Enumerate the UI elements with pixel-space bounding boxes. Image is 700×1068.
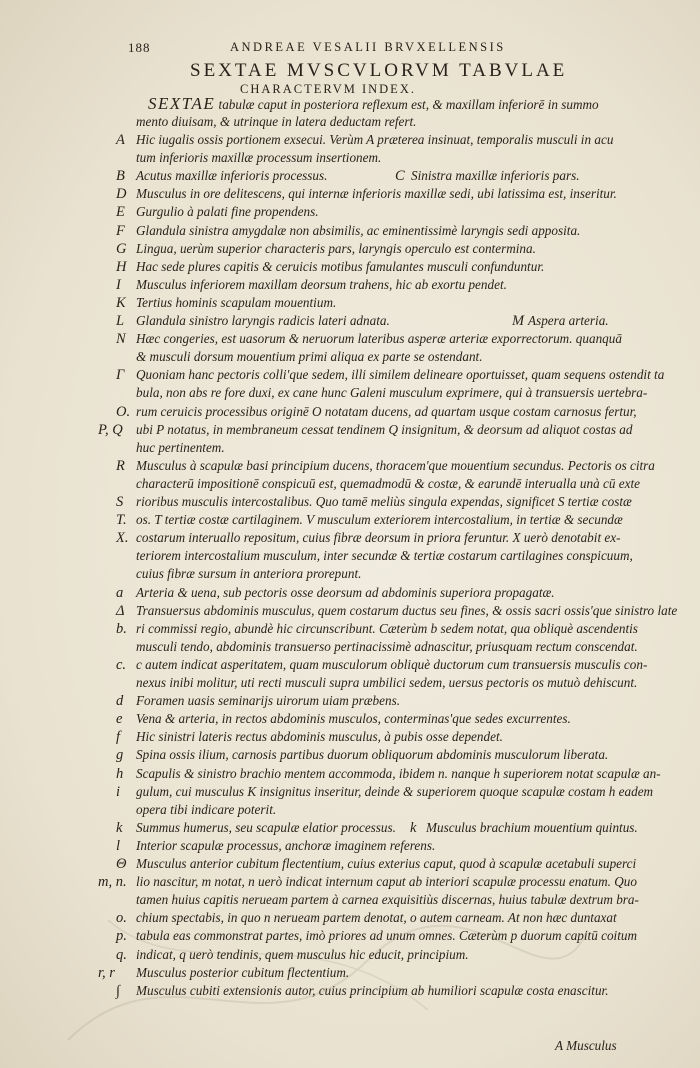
entry-text: gulum, cui musculus K insignitus inseritur, deinde & superiorem quoque scapulæ costam h eadem [136,783,654,799]
entry-text: Musculus in ore delitescens, qui internæ inferioris maxillæ sedi, ubi latissima est, inseritur. [136,186,617,202]
entry-text: Arteria & uena, sub pectoris osse deorsum ad abdominis superiora propagatæ. [136,584,555,600]
entry-mark: d [116,693,124,710]
entry-mark: c. [116,656,127,673]
entry-text: rioribus musculis intercostalibus. Quo tamē meliùs singula expendas, significet S tertiæ costæ [136,494,632,509]
entry-text: Musculus anterior cubitum flectentium, cuius exterius caput, quod à scapulæ acetabuli superci [136,856,637,871]
entry-mark: F [116,222,125,239]
entry-text: Hæc congeries, est uasorum & neruorum lateribus asperæ arteriæ exporrectorum. quanquā [136,331,622,347]
entry-mark: ∫ [116,982,120,999]
entry-text: Tertius hominis scapulam mouentium. [136,294,337,310]
entry-text: c autem indicat asperitatem, quam musculorum obliquè ductorum cum transuersis musculis con- [136,656,648,672]
entry-text: characterū impositionē conspicuū est, quemadmodū & costæ, & earundē interualla unà cū exte [136,475,640,491]
entry-mark: q. [116,946,127,963]
entry-mark: T. [116,512,127,529]
entry-text: Musculus inferiorem maxillam deorsum trahens, hic ab exortu pendet. [136,276,507,292]
entry-text-secondary: Musculus brachium mouentium quintus. [426,819,638,835]
entry-text: tamen huius capitis nerueam partem à carnea exquisitiùs discernas, huius tabulæ dextrum bra- [136,892,639,908]
entry-text: rum ceruicis processibus originē O notatam ducens, ad quartam usque costam carnosus fertur, [136,403,637,419]
entry-mark: X. [116,530,129,547]
entry-mark: D [116,186,127,203]
entry-text: Quoniam hanc pectoris colli'que sedem, illi similem delineare oportuisset, quam sequens ostendit ta [136,367,665,383]
entry-mark: A [116,132,125,148]
entry-text: Musculus cubiti extensionis autor, cuius principium ab humiliori scapulæ costa enascitur. [136,982,609,998]
entry-mark: H [116,258,127,275]
entry-mark-secondary: C [395,168,405,185]
entry-mark: l [116,837,121,854]
entry-text: tabula eas commonstrat partes, imò priores ad unum omnes. Cæterùm p duorum capitū coitum [136,928,637,944]
catchword: A Musculus [555,1038,617,1053]
entry-mark: K [116,294,126,311]
entry-text: lio nascitur, m notat, n uerò indicat internum caput ab interiori scapulæ processu enatum. Quo [136,874,637,890]
entry-text: Acutus maxillæ inferioris processus. [136,168,328,184]
entry-text: Hic sinistri lateris rectus abdominis musculus, à pubis osse dependet. [136,729,503,745]
entry-text: Summus humerus, seu scapulæ elatior processus. [136,819,396,835]
intro-text: tabulæ caput in posteriora reflexum est, & maxillam inferiorē in summo [218,97,599,112]
entry-mark: h [116,765,124,782]
entry-text: Gurgulio à palati fine propendens. [136,204,319,220]
entry-mark: k [116,819,123,836]
entry-text: nexus inibi molitur, uti recti musculi supra umbilici sedem, uersus pectoris os mutuò dehiscunt. [136,675,638,690]
entry-text: os. T tertiæ costæ cartilaginem. V musculum exteriorem intercostalium, in tertiæ & secundæ [136,512,623,528]
entry-text-secondary: Aspera arteria. [528,313,609,328]
entry-mark: Γ [116,367,125,384]
entry-mark: f [116,729,121,746]
entry-mark: I [116,276,121,293]
entry-mark: R [116,457,125,474]
entry-text: Glandula sinistro laryngis radicis lateri adnata. [136,313,390,328]
entry-mark: G [116,240,127,257]
entry-text: musculi tendo, abdominis transuerso pertinacissimè adnascitur, priusquam rectum conscendat. [136,638,638,654]
page-title: SEXTAE MVSCVLORVM TABVLAE [190,60,568,81]
entry-mark: P, Q [98,421,123,438]
entry-text: teriorem intercostalium musculum, inter secundæ & tertiæ costarum cartilagines conspicuum, [136,548,633,564]
running-head: ANDREAE VESALII BRVXELLENSIS [230,40,506,54]
entry-text: ubi P notatus, in membraneum cessat tendinem Q insignitum, & deorsum ad aliquot costas ad [136,421,633,437]
entry-mark: N [116,331,126,348]
entry-text: huc pertinentem. [136,439,225,455]
entry-mark: a [116,584,124,601]
intro-line-2: mento diuisam, & utrinque in latera deductam refert. [136,114,417,129]
entry-mark: S [116,494,124,510]
entry-mark: B [116,168,125,185]
entry-text: Vena & arteria, in rectos abdominis musculos, conterminas'que sedes excurrentes. [136,711,571,727]
entry-mark: g [116,747,124,764]
entry-text: Lingua, uerùm superior characteris pars, laryngis operculo est contermina. [136,240,536,256]
entry-text: Hic iugalis ossis portionem exsecui. Verùm A præterea insinuat, temporalis musculi in acu [136,132,614,147]
entry-text: Musculus à scapulæ basi principium ducens, thoracem'que mouentium secundus. Pectoris os citra [136,457,655,473]
entry-text: Interior scapulæ processus, anchoræ imaginem referens. [136,837,436,853]
entry-mark: p. [116,928,127,945]
entry-text: costarum interuallo repositum, cuius fibræ deorsum in priora feruntur. X uerò denotabit ex- [136,530,621,546]
entry-mark: O. [116,403,131,420]
page-subtitle: CHARACTERVM INDEX. [240,82,416,96]
entry-text: Foramen uasis seminarijs uirorum uiam præbens. [136,693,401,709]
entry-mark-secondary: k [410,819,417,836]
intro-line-1 [148,96,599,113]
entry-text: ri commissi regio, abundè hic circunscribunt. Cæterùm b sedem notat, qua obliquè ascendentis [136,620,638,636]
entry-text: Scapulis & sinistro brachio mentem accommoda, ibidem n. nanque h superiorem notat scapulæ an- [136,765,661,781]
entry-text: chium spectabis, in quo n nerueam partem denotat, o autem carneam. At non hæc duntaxat [136,910,617,926]
entry-text: Hac sede plures capitis & ceruicis motibus famulantes musculi confunduntur. [136,258,545,274]
entry-mark: Δ [116,602,125,619]
entry-mark: E [116,204,125,221]
entry-text: Transuersus abdominis musculus, quem costarum ductus seu fines, & ossis sacri ossis'que sinistro late [136,602,678,618]
entry-text: cuius fibræ sursum in anteriora prorepunt. [136,566,362,582]
entry-text-secondary: Sinistra maxillæ inferioris pars. [411,168,580,184]
entry-text: & musculi dorsum mouentium primi aliqua ex parte se ostendant. [136,349,483,365]
entry-text: bula, non abs re fore duxi, ex cane hunc Galeni musculum exprimere, qui à transuersis uertebra- [136,385,648,401]
entry-mark: m, n. [98,874,127,891]
entry-text: tum inferioris maxillæ processum insertionem. [136,150,382,166]
page-number: 188 [128,40,151,55]
entry-mark: e [116,711,123,728]
entry-mark: o. [116,910,127,927]
entry-mark: b. [116,620,127,637]
entry-text: indicat, q uerò tendinis, quem musculus hic educit, principium. [136,946,469,962]
entry-mark: Θ [116,856,127,872]
entry-text: opera tibi indicare poterit. [136,801,277,817]
entry-mark: i [116,783,121,800]
entry-text: Musculus posterior cubitum flectentium. [136,964,350,980]
entry-text: Spina ossis ilium, carnosis partibus duorum obliquorum abdominis musculorum liberata. [136,747,609,763]
entry-mark: r, r [98,964,115,981]
entry-text: Glandula sinistra amygdalæ non absimilis, ac eminentissimè laryngis sedi apposita. [136,222,581,238]
entry-mark-secondary: M [512,313,525,329]
intro-lead-word: SEXTAE [148,94,216,113]
entry-mark: L [116,313,125,329]
